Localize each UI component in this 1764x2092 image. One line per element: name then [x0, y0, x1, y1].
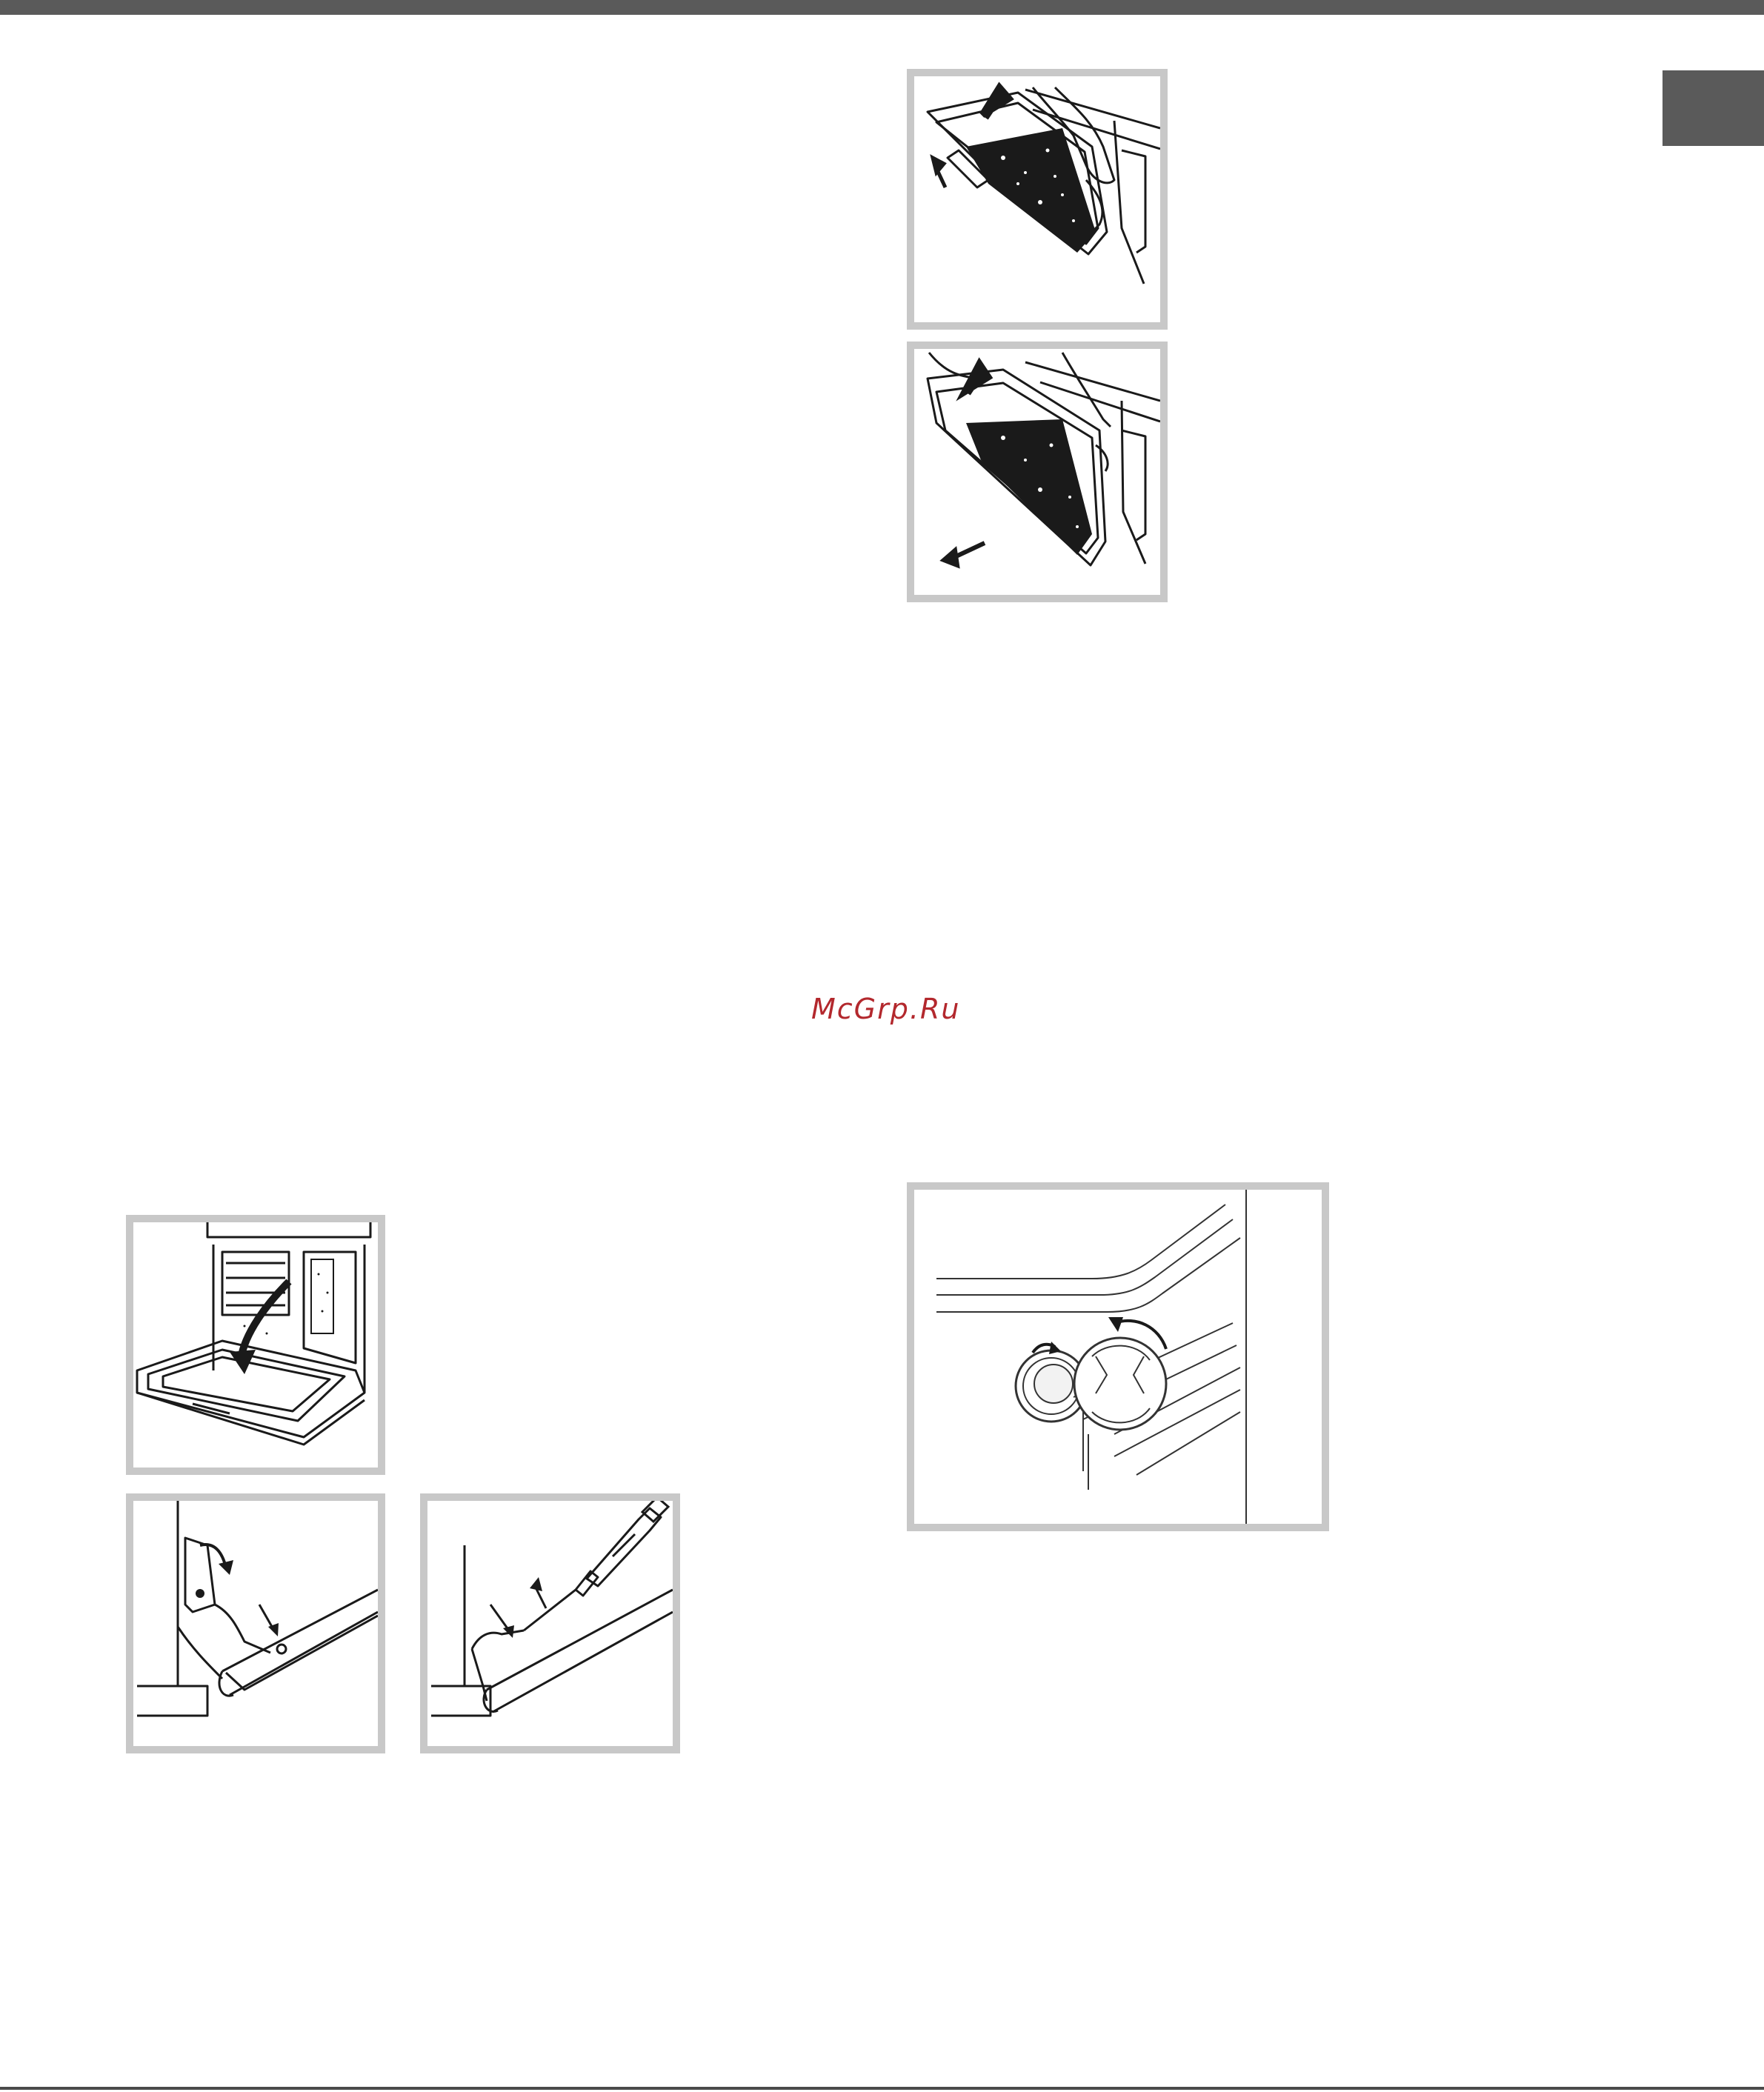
figure-oven-open	[126, 1215, 385, 1475]
watermark: McGrp.Ru	[811, 993, 961, 1025]
bottom-rule	[0, 2087, 1764, 2090]
screwdriver-hinge-icon	[427, 1501, 673, 1746]
oven-lamp-cover-icon	[914, 1190, 1322, 1524]
language-tab	[1663, 70, 1764, 146]
oven-door-lift-icon	[914, 76, 1160, 322]
top-bar	[0, 0, 1764, 15]
figure-lamp	[907, 1182, 1329, 1531]
figure-screwdriver	[420, 1493, 680, 1753]
oven-open-door-icon	[133, 1222, 378, 1468]
figure-hinge	[126, 1493, 385, 1753]
figure-door-tilt	[907, 342, 1168, 602]
oven-door-tilt-icon	[914, 349, 1160, 595]
door-hinge-lever-icon	[133, 1501, 378, 1746]
figure-door-lift	[907, 69, 1168, 330]
